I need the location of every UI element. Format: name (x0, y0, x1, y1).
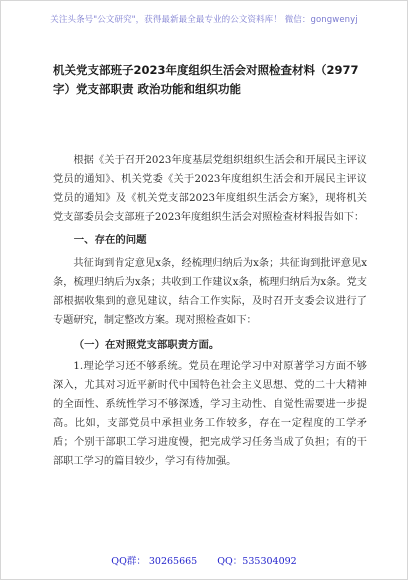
section-heading-problems: 一、存在的问题 (73, 234, 147, 246)
subsection-heading-duties: （一）在对照党支部职责方面。 (73, 339, 220, 351)
footer-contact (1, 553, 407, 567)
section-problems-paragraph: 共征询到肯定意见x条，经梳理归纳后为x条；共征询到批评意见x条，梳理归纳后为x条；共收到工作建议x条，梳理归纳后为x条。党支部根据收集到的意见建议，结合工作实际，及时召开支委会议进行了专题研究，制定整改方案。现对照检查如下： (53, 258, 367, 326)
intro-paragraph: 根据《关于召开2023年度基层党组织组织生活会和开展民主评议党员的通知》、机关党委《关于2023年度组织生活会和开展民主评议党员的通知》及《机关党支部2023年度组织生活会方案》，现将机关党支部委员会支部班子2023年度组织生活会对照检查材料报告如下： (53, 155, 367, 223)
footer-qq-group: QQ群： 30265665 (111, 556, 198, 567)
document-title: 机关党支部班子2023年度组织生活会对照检查材料（2977字）党支部职责 政治功能和组织功能 (53, 63, 359, 96)
header-watermark-note: 关注头条号"公文研究"，获得最新最全最专业的公文资料库！ 微信：gongwenyj (50, 15, 358, 25)
footer-qq-number: QQ：535304092 (217, 556, 297, 567)
subsection-duties-paragraph: 1.理论学习还不够系统。党员在理论学习中对原著学习方面不够深入，尤其对习近平新时代中国特色社会主义思想、党的二十大精神的全面性、系统性学习不够深透，学习主动性、自觉性需要进一步提高。比如，支部党员中承担业务工作较多，存在一定程度的工学矛盾；个别干部职工学习进度慢，把完成学习任务当成了负担；有的干部职工学习的篇目较少，学习有待加强。 (53, 361, 367, 467)
document-body (53, 151, 367, 471)
